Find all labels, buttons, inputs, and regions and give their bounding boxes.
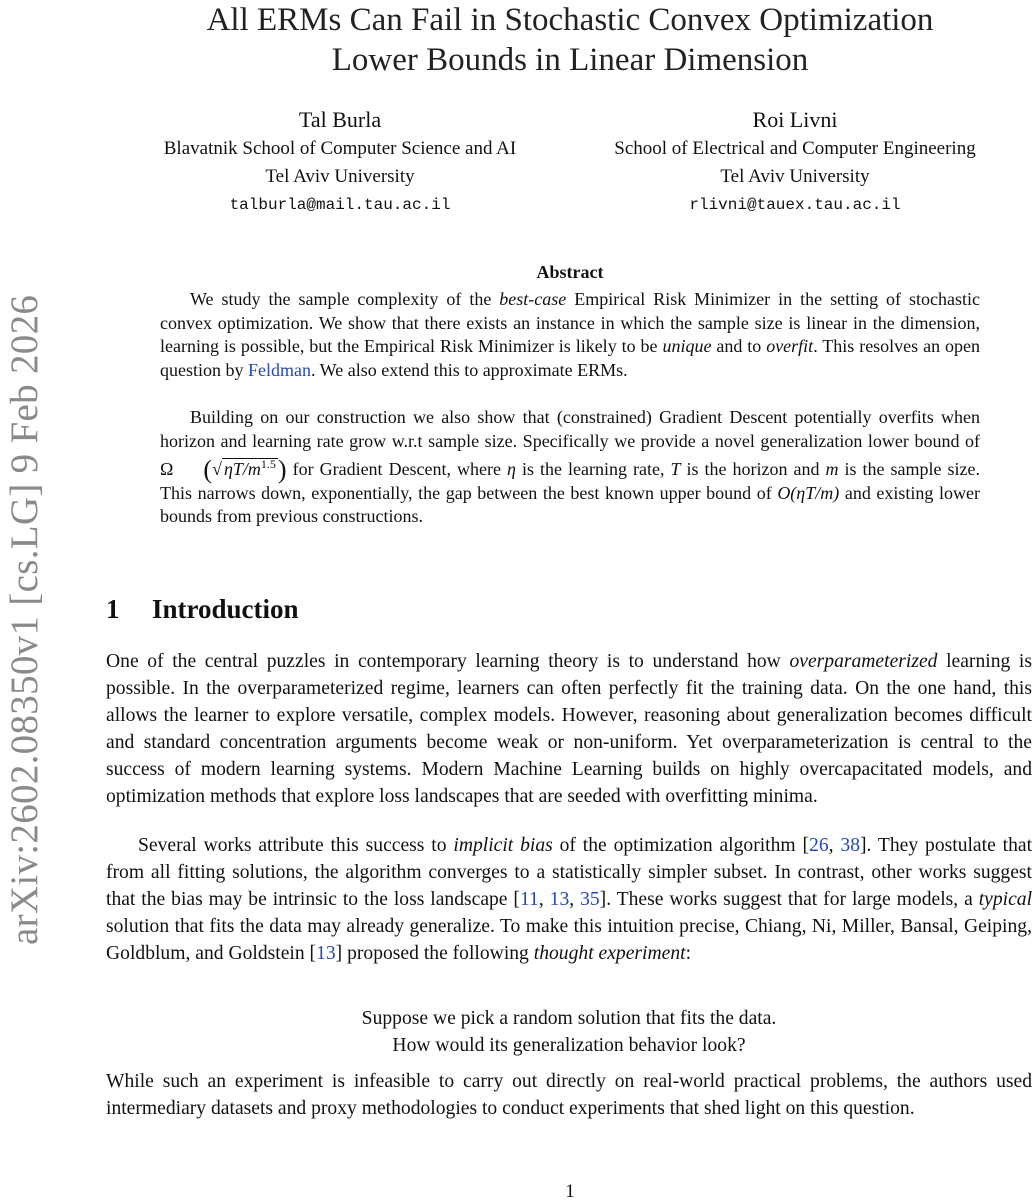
section-heading-introduction	[106, 592, 299, 626]
author-affiliation: School of Electrical and Computer Engineering	[614, 138, 976, 159]
intro-paragraph-2: Several works attribute this success to implicit bias of the optimization algorithm [26, 38]. They postulate that from all fitting solutions, the algorithm converges to a statistically simpler subset. In contrast, other works suggest that the bias may be intrinsic to the loss landscape [11, 13, 35]. These works suggest that for large models, a typical solution that fits the data may already generalize. To make this intuition precise, Chiang, Ni, Miller, Bansal, Geiping, Goldblum, and Goldstein [13] proposed the following thought experiment:	[106, 835, 1033, 964]
author-block-1	[130, 105, 550, 219]
author-university: Tel Aviv University	[265, 166, 415, 187]
author-university: Tel Aviv University	[720, 166, 870, 187]
author-email[interactable]: rlivni@tauex.tau.ac.il	[689, 196, 901, 214]
citation-link[interactable]: 38	[840, 835, 860, 856]
intro-paragraph-1: One of the central puzzles in contemporary learning theory is to understand how overparameterized learning is possible. In the overparameterized regime, learners can often perfectly fit the training data. On the one hand, this allows the learner to explore versatile, complex models. However, reasoning about generalization becomes difficult and standard concentration arguments become weak or non-uniform. Yet overparameterization is central to the success of modern learning systems. Modern Machine Learning builds on highly overcapacitated models, and optimization methods that explore loss landscapes that are seeded with overfitting minima.	[106, 651, 1032, 807]
citation-link[interactable]: 13	[549, 889, 570, 910]
title-line-1: All ERMs Can Fail in Stochastic Convex Optimization	[206, 2, 934, 38]
citation-link[interactable]: 26	[809, 835, 829, 856]
author-block-2	[585, 105, 1005, 219]
arxiv-identifier-stamp: arXiv:2602.08350v1 [cs.LG] 9 Feb 2026	[3, 294, 46, 945]
emphasis-thought-experiment: thought experiment	[533, 943, 686, 964]
section-title: Introduction	[152, 594, 299, 624]
citation-link[interactable]: 13	[316, 943, 336, 964]
emphasis-implicit-bias: implicit bias	[453, 835, 553, 856]
author-email[interactable]: talburla@mail.tau.ac.il	[229, 196, 451, 214]
quote-line-2: How would its generalization behavior look?	[392, 1035, 746, 1056]
sqrt-expression: (√ $\eta T/m^{1.5}$)	[203, 455, 287, 485]
thought-experiment-quote	[106, 1005, 1032, 1059]
intro-paragraph-3: While such an experiment is infeasible to carry out directly on real-world practical problems, the authors used intermediary datasets and proxy methodologies to conduct experiments that shed light on this question.	[106, 1071, 1032, 1119]
citation-link[interactable]: 11	[519, 889, 539, 910]
abstract-heading: Abstract	[536, 262, 604, 282]
paper-title	[100, 0, 1035, 80]
citation-link-feldman[interactable]: Feldman	[248, 359, 311, 380]
section-number: 1	[106, 594, 120, 624]
quote-line-1: Suppose we pick a random solution that fits the data.	[361, 1008, 777, 1029]
emphasis-best-case: best-case	[499, 289, 567, 309]
emphasis-overfit: overfit	[766, 336, 814, 357]
emphasis-unique: unique	[662, 336, 712, 357]
emphasis-typical: typical	[978, 889, 1033, 910]
abstract-paragraph-2: Building on our construction we also show that (constrained) Gradient Descent potentially overfits when horizon and learning rate grow w.r.t sample size. Specifically we provide a novel generalization lower bound of Ω (√ $\eta T/m^{1.5}$) for Gradient Descent, where η is the learning rate, T is the horizon and m is the sample size. This narrows down, exponentially, the gap between the best known upper bound of O(ηT/m) and existing lower bounds from previous constructions.	[160, 407, 980, 527]
author-name: Tal Burla	[298, 107, 382, 132]
emphasis-overparameterized: overparameterized	[789, 651, 938, 672]
citation-link[interactable]: 35	[580, 889, 600, 910]
page-number: 1	[565, 1181, 575, 1202]
title-line-2: Lower Bounds in Linear Dimension	[331, 42, 809, 78]
author-name: Roi Livni	[752, 107, 838, 132]
author-affiliation: Blavatnik School of Computer Science and AI	[163, 138, 517, 159]
abstract-paragraph-1: We study the sample complexity of the best-case Empirical Risk Minimizer in the setting of stochastic convex optimization. We show that there exists an instance in which the sample size is linear in the dimension, learning is possible, but the Empirical Risk Minimizer is likely to be unique and to overfit. This resolves an open question by Feldman. We also extend this to approximate ERMs.	[160, 289, 980, 380]
